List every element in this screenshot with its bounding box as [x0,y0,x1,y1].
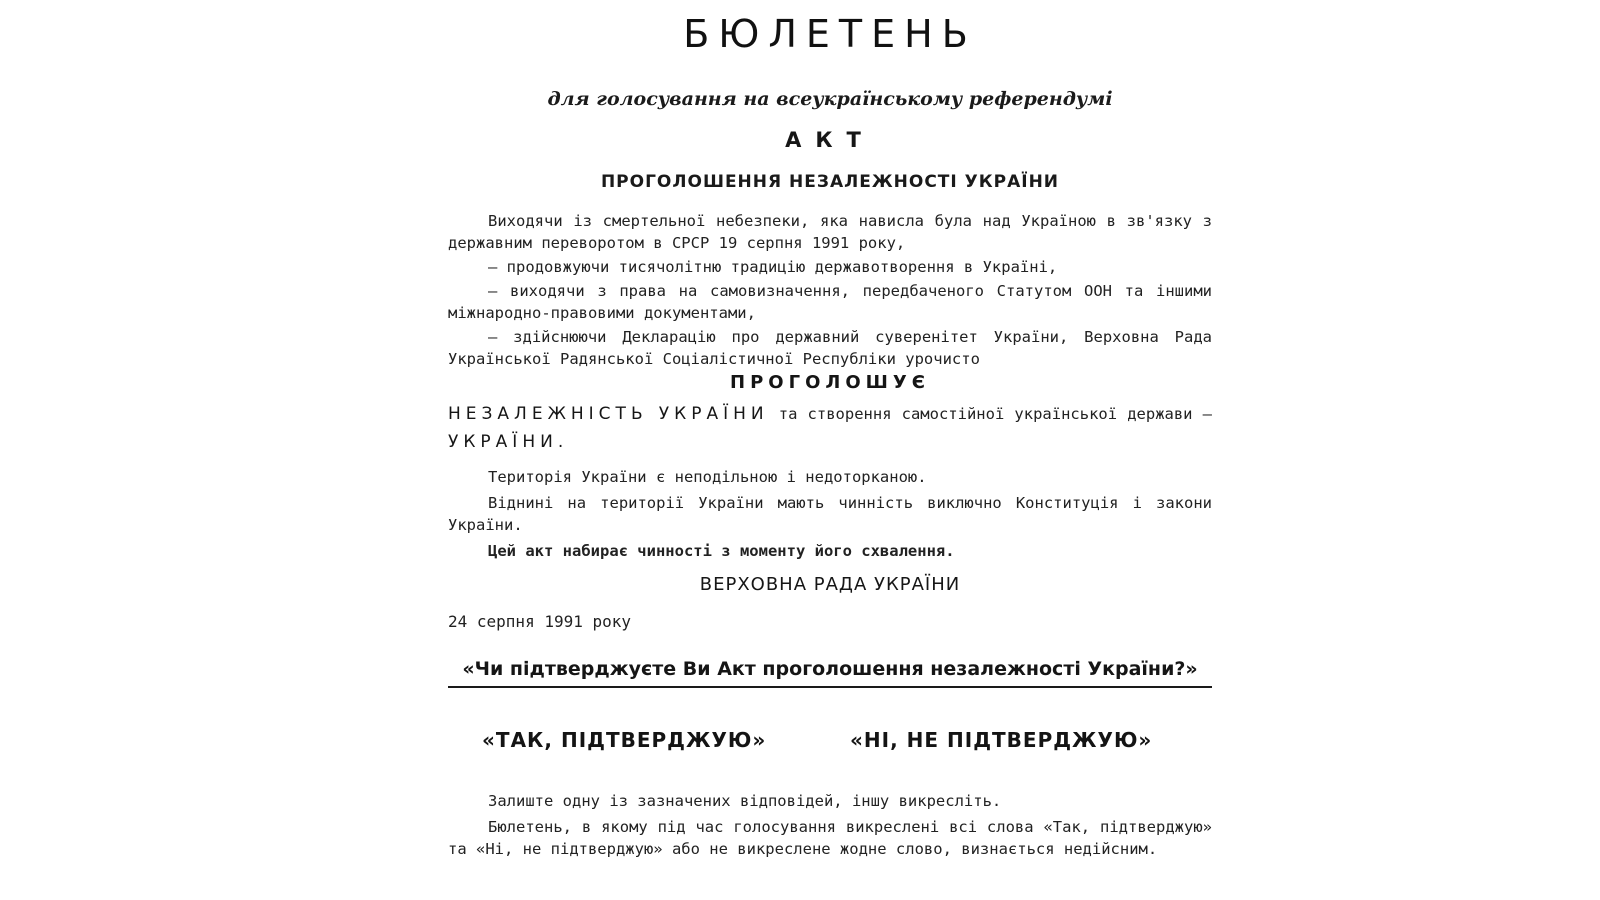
ballot-document [448,0,1212,900]
preamble-paragraph: Виходячи із смертельної небезпеки, яка нависла була над Україною в зв'язку з державним переворотом в СРСР 19 серпня 1991 року, [448,212,1212,252]
act-heading: АКТ [785,128,875,152]
answer-yes-option[interactable]: «ТАК, ПІДТВЕРДЖУЮ» [482,728,767,752]
council-signature: ВЕРХОВНА РАДА УКРАЇНИ [699,574,961,595]
act-name: ПРОГОЛОШЕННЯ НЕЗАЛЕЖНОСТІ УКРАЇНИ [600,172,1060,192]
independence-rest: та створення самостійної української держави — [768,405,1212,423]
proclaims-heading: ПРОГОЛОШУЄ [730,372,930,393]
preamble-paragraph: — продовжуючи тисячолітню традицію державотворення в Україні, [488,258,1058,276]
referendum-question: «Чи підтверджуєте Ви Акт проголошення незалежності України?» [462,658,1198,680]
independence-statement [448,400,1212,456]
act-paragraph: Цей акт набирає чинності з моменту його схвалення. [488,542,955,560]
independence-spaced: НЕЗАЛЕЖНІСТЬ УКРАЇНИ [448,404,769,424]
act-paragraph: Віднині на території України мають чинність виключно Конституція і закони України. [448,494,1212,534]
preamble-paragraph: — здійснюючи Декларацію про державний суверенітет України, Верховна Рада Української Радянської Соціалістичної Республіки урочисто [448,328,1212,368]
instruction-paragraph: Бюлетень, в якому під час голосування викреслені всі слова «Так, підтверджую» та «Ні, не підтверджую» або не викреслене жодне слово, визнається недійсним. [448,818,1212,858]
state-name: УКРАЇНИ. [448,432,569,452]
ballot-title: БЮЛЕТЕНЬ [683,12,977,56]
act-paragraph: Територія України є неподільною і недоторканою. [488,468,927,486]
divider-line [448,686,1212,688]
instruction-paragraph: Залиште одну із зазначених відповідей, іншу викресліть. [488,792,1002,810]
preamble-paragraph: — виходячи з права на самовизначення, передбаченого Статутом ООН та іншими міжнародно-правовими документами, [448,282,1212,322]
act-date: 24 серпня 1991 року [448,612,632,631]
ballot-subtitle: для голосування на всеукраїнському референдумі [547,88,1113,110]
answer-no-option[interactable]: «НІ, НЕ ПІДТВЕРДЖУЮ» [850,728,1153,752]
